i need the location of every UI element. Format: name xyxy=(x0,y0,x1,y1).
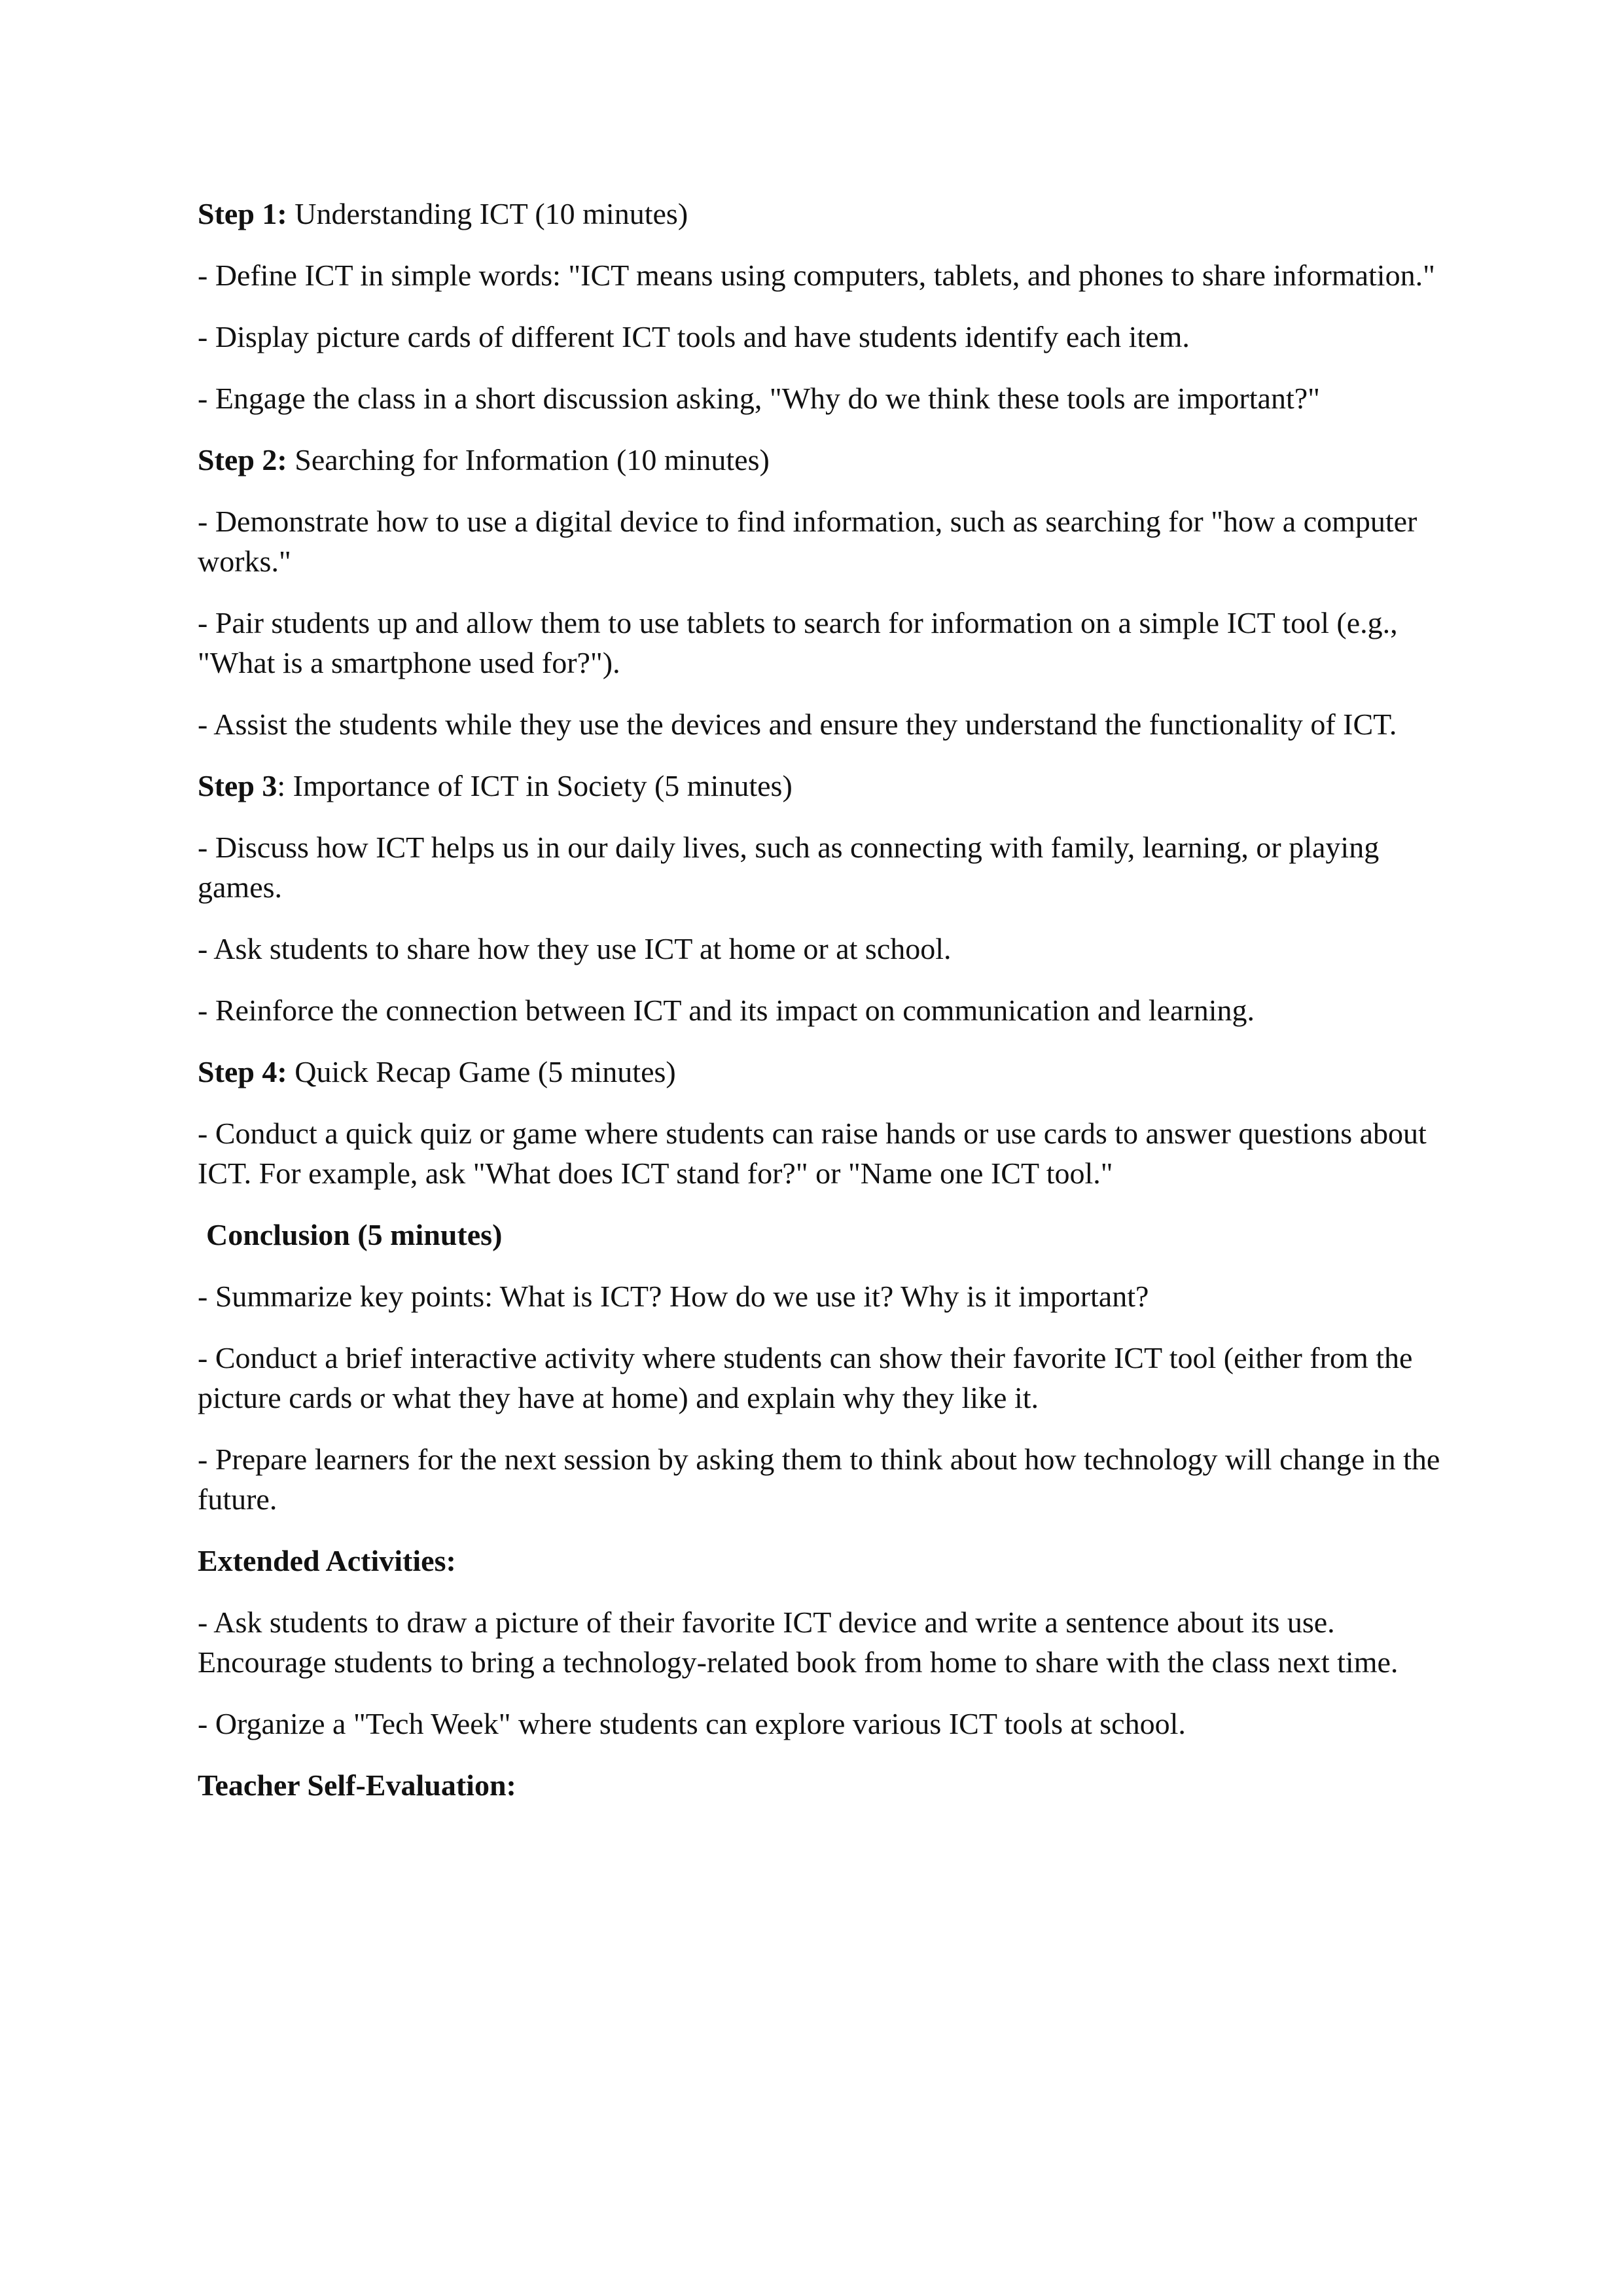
conclusion-heading xyxy=(198,1215,1441,1255)
step1-item-display: - Display picture cards of different ICT tools and have students identify each item. xyxy=(198,320,1190,353)
lesson-plan-body xyxy=(198,194,1441,1827)
step4-label: Step 4: xyxy=(198,1055,287,1088)
conclusion-label: Conclusion (5 minutes) xyxy=(206,1218,503,1251)
step2-label: Step 2: xyxy=(198,443,287,476)
conclusion-item-prepare: - Prepare learners for the next session by asking them to think about how technology will change in the future. xyxy=(198,1443,1440,1516)
step1-item-define: - Define ICT in simple words: "ICT means using computers, tablets, and phones to share information." xyxy=(198,259,1435,292)
conclusion-item-activity: - Conduct a brief interactive activity where students can show their favorite ICT tool (either from the picture cards or what they have at home) and explain why they like it. xyxy=(198,1341,1413,1414)
step4-item-quiz: - Conduct a quick quiz or game where students can raise hands or use cards to answer questions about ICT. For example, ask "What does ICT stand for?" or "Name one ICT tool." xyxy=(198,1117,1427,1190)
step1-label: Step 1: xyxy=(198,197,287,230)
step2-item-pair: - Pair students up and allow them to use tablets to search for information on a simple ICT tool (e.g., "What is a smartphone used for?"). xyxy=(198,606,1398,679)
step2-title: Searching for Information (10 minutes) xyxy=(287,443,770,476)
self-evaluation-heading xyxy=(198,1765,1441,1805)
step2-item-assist: - Assist the students while they use the devices and ensure they understand the functionality of ICT. xyxy=(198,708,1397,741)
step1-title: Understanding ICT (10 minutes) xyxy=(287,197,688,230)
step1-heading xyxy=(198,194,1441,234)
step3-item-ask: - Ask students to share how they use ICT at home or at school. xyxy=(198,932,952,965)
self-evaluation-label: Teacher Self-Evaluation: xyxy=(198,1768,516,1802)
step1-item-engage: - Engage the class in a short discussion asking, "Why do we think these tools are important?" xyxy=(198,382,1320,415)
extended-label: Extended Activities: xyxy=(198,1544,456,1577)
extended-heading xyxy=(198,1541,1441,1581)
step3-label: Step 3 xyxy=(198,769,277,802)
step2-item-demonstrate: - Demonstrate how to use a digital device to find information, such as searching for "how a computer works." xyxy=(198,505,1418,578)
step4-title: Quick Recap Game (5 minutes) xyxy=(287,1055,676,1088)
step3-heading xyxy=(198,766,1441,806)
step3-title: : Importance of ICT in Society (5 minutes) xyxy=(277,769,793,802)
step4-heading xyxy=(198,1052,1441,1092)
extended-item-tech-week: - Organize a "Tech Week" where students can explore various ICT tools at school. xyxy=(198,1707,1186,1740)
conclusion-item-summarize: - Summarize key points: What is ICT? How do we use it? Why is it important? xyxy=(198,1280,1149,1313)
step2-heading xyxy=(198,440,1441,480)
extended-item-draw: - Ask students to draw a picture of their favorite ICT device and write a sentence about its use. Encourage students to bring a technology-related book from home to share with the class next time. xyxy=(198,1605,1399,1679)
step3-item-discuss: - Discuss how ICT helps us in our daily lives, such as connecting with family, learning, or playing games. xyxy=(198,831,1380,904)
step3-item-reinforce: - Reinforce the connection between ICT and its impact on communication and learning. xyxy=(198,994,1255,1027)
